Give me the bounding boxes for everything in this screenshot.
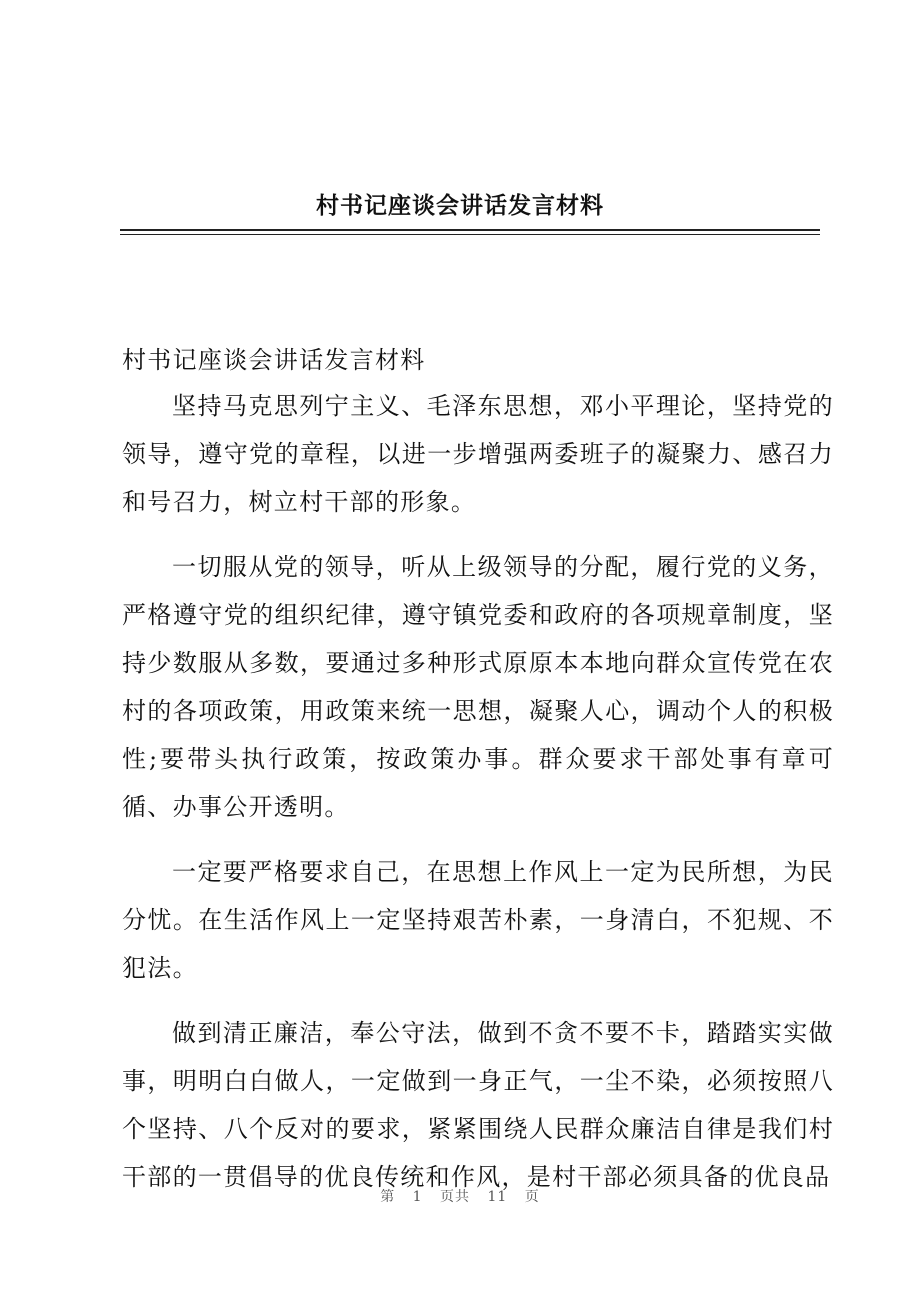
title-divider-thick <box>120 229 820 231</box>
footer-suffix: 页 <box>524 1189 540 1205</box>
footer-page-number: 1 <box>412 1189 423 1205</box>
paragraph: 做到清正廉洁，奉公守法，做到不贪不要不卡，踏踏实实做事，明明白白做人，一定做到一身正气，一尘不染，必须按照八个坚持、八个反对的要求，紧紧围绕人民群众廉洁自律是我们村干部的一贯倡导的优良传统和作风，是村干部必须具备的优良品 <box>122 1019 834 1191</box>
paragraph: 一定要严格要求自己，在思想上作风上一定为民所想，为民分忧。在生活作风上一定坚持艰苦朴素，一身清白，不犯规、不犯法。 <box>122 858 834 982</box>
document-body <box>122 340 834 1218</box>
paragraph: 一切服从党的领导，听从上级领导的分配，履行党的义务，严格遵守党的组织纪律，遵守镇党委和政府的各项规章制度，坚持少数服从多数，要通过多种形式原原本本地向群众宣传党在农村的各项政策，用政策来统一思想，凝聚人心，调动个人的积极性;要带头执行政策，按政策办事。群众要求干部处事有章可循、办事公开透明。 <box>122 553 834 821</box>
page-title: 村书记座谈会讲话发言材料 <box>316 192 604 219</box>
page-footer <box>0 1186 920 1206</box>
footer-prefix: 第 <box>380 1189 396 1205</box>
footer-total-pages: 11 <box>487 1189 508 1205</box>
footer-middle: 页共 <box>440 1189 471 1205</box>
title-divider-thin <box>120 234 820 235</box>
paragraph: 坚持马克思列宁主义、毛泽东思想，邓小平理论，坚持党的领导，遵守党的章程，以进一步增强两委班子的凝聚力、感召力和号召力，树立村干部的形象。 <box>122 392 834 516</box>
document-heading: 村书记座谈会讲话发言材料 <box>122 346 426 374</box>
